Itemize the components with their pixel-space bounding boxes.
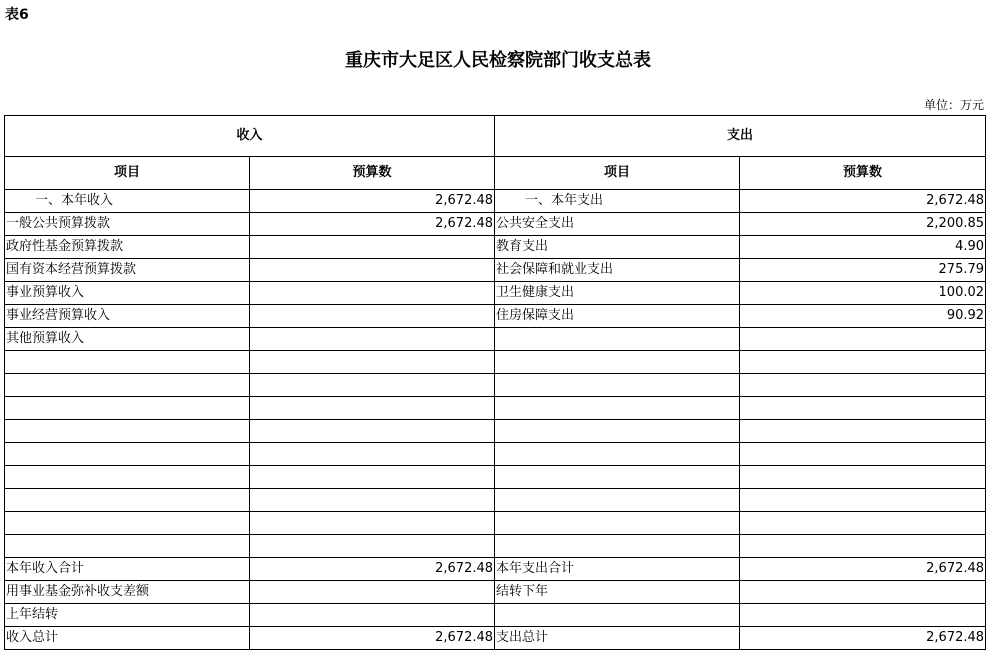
expense-item-cell — [495, 420, 740, 443]
expense-value-cell — [740, 489, 986, 512]
income-item-cell: 一、本年收入 — [5, 190, 250, 213]
table-row — [5, 581, 986, 604]
table-row — [5, 190, 986, 213]
table-row — [5, 397, 986, 420]
income-item-cell: 收入总计 — [5, 627, 250, 650]
income-item-cell — [5, 535, 250, 558]
income-item-cell: 上年结转 — [5, 604, 250, 627]
expense-item-cell: 支出总计 — [495, 627, 740, 650]
table-row — [5, 305, 986, 328]
expense-value-cell: 100.02 — [740, 282, 986, 305]
income-item-header: 项目 — [5, 157, 250, 190]
income-item-cell: 其他预算收入 — [5, 328, 250, 351]
expense-header: 支出 — [495, 116, 986, 157]
expense-value-cell — [740, 512, 986, 535]
expense-item-cell: 结转下年 — [495, 581, 740, 604]
income-item-cell: 用事业基金弥补收支差额 — [5, 581, 250, 604]
income-value-cell — [250, 420, 495, 443]
header-row-columns — [5, 157, 986, 190]
expense-item-cell: 卫生健康支出 — [495, 282, 740, 305]
income-item-cell: 一般公共预算拨款 — [5, 213, 250, 236]
table-row — [5, 420, 986, 443]
income-item-cell: 政府性基金预算拨款 — [5, 236, 250, 259]
expense-item-cell — [495, 604, 740, 627]
expense-item-header: 项目 — [495, 157, 740, 190]
income-item-cell: 事业预算收入 — [5, 282, 250, 305]
income-value-cell — [250, 328, 495, 351]
expense-value-cell: 90.92 — [740, 305, 986, 328]
header-row-sections — [5, 116, 986, 157]
expense-item-cell — [495, 466, 740, 489]
table-row — [5, 236, 986, 259]
expense-item-cell — [495, 351, 740, 374]
table-row — [5, 213, 986, 236]
income-value-cell — [250, 512, 495, 535]
page-title: 重庆市大足区人民检察院部门收支总表 — [345, 50, 651, 71]
income-value-cell — [250, 466, 495, 489]
expense-value-cell — [740, 581, 986, 604]
table-row — [5, 558, 986, 581]
expense-item-cell: 公共安全支出 — [495, 213, 740, 236]
income-item-cell — [5, 489, 250, 512]
expense-item-cell — [495, 443, 740, 466]
income-value-cell — [250, 259, 495, 282]
expense-value-cell — [740, 420, 986, 443]
table-row — [5, 328, 986, 351]
expense-item-cell: 一、本年支出 — [495, 190, 740, 213]
expense-value-cell — [740, 328, 986, 351]
income-value-cell — [250, 351, 495, 374]
income-item-cell: 事业经营预算收入 — [5, 305, 250, 328]
income-item-cell — [5, 374, 250, 397]
unit-label: 单位：万元 — [923, 98, 984, 112]
table-row — [5, 489, 986, 512]
expense-value-cell — [740, 466, 986, 489]
income-item-cell — [5, 466, 250, 489]
income-value-cell — [250, 236, 495, 259]
income-value-cell — [250, 581, 495, 604]
income-value-cell — [250, 443, 495, 466]
expense-item-cell — [495, 512, 740, 535]
budget-table — [4, 115, 986, 650]
table-row — [5, 282, 986, 305]
expense-item-cell: 教育支出 — [495, 236, 740, 259]
income-item-cell — [5, 397, 250, 420]
expense-value-cell: 2,672.48 — [740, 190, 986, 213]
expense-item-cell: 社会保障和就业支出 — [495, 259, 740, 282]
expense-value-cell: 4.90 — [740, 236, 986, 259]
expense-value-cell — [740, 604, 986, 627]
expense-item-cell — [495, 374, 740, 397]
income-value-cell — [250, 397, 495, 420]
table-row — [5, 604, 986, 627]
income-value-cell — [250, 282, 495, 305]
expense-value-cell: 275.79 — [740, 259, 986, 282]
income-value-cell: 2,672.48 — [250, 190, 495, 213]
income-item-cell: 国有资本经营预算拨款 — [5, 259, 250, 282]
expense-item-cell: 本年支出合计 — [495, 558, 740, 581]
income-item-cell — [5, 443, 250, 466]
income-value-cell — [250, 604, 495, 627]
income-value-cell — [250, 305, 495, 328]
table-row — [5, 627, 986, 650]
expense-value-cell: 2,672.48 — [740, 558, 986, 581]
expense-budget-header: 预算数 — [740, 157, 986, 190]
income-item-cell — [5, 351, 250, 374]
expense-value-cell: 2,200.85 — [740, 213, 986, 236]
income-header: 收入 — [5, 116, 495, 157]
table-number: 表6 — [5, 7, 29, 23]
table-row — [5, 443, 986, 466]
expense-value-cell — [740, 443, 986, 466]
income-value-cell — [250, 374, 495, 397]
expense-item-cell — [495, 397, 740, 420]
expense-value-cell — [740, 374, 986, 397]
table-row — [5, 351, 986, 374]
table-row — [5, 535, 986, 558]
income-value-cell — [250, 489, 495, 512]
expense-value-cell — [740, 535, 986, 558]
expense-value-cell — [740, 351, 986, 374]
table-row — [5, 466, 986, 489]
income-value-cell — [250, 535, 495, 558]
income-value-cell: 2,672.48 — [250, 558, 495, 581]
table-row — [5, 374, 986, 397]
income-item-cell — [5, 512, 250, 535]
income-item-cell — [5, 420, 250, 443]
expense-item-cell — [495, 489, 740, 512]
expense-item-cell — [495, 328, 740, 351]
expense-item-cell — [495, 535, 740, 558]
income-value-cell: 2,672.48 — [250, 213, 495, 236]
expense-item-cell: 住房保障支出 — [495, 305, 740, 328]
expense-value-cell — [740, 397, 986, 420]
table-row — [5, 512, 986, 535]
expense-value-cell: 2,672.48 — [740, 627, 986, 650]
table-row — [5, 259, 986, 282]
income-budget-header: 预算数 — [250, 157, 495, 190]
income-value-cell: 2,672.48 — [250, 627, 495, 650]
income-item-cell: 本年收入合计 — [5, 558, 250, 581]
